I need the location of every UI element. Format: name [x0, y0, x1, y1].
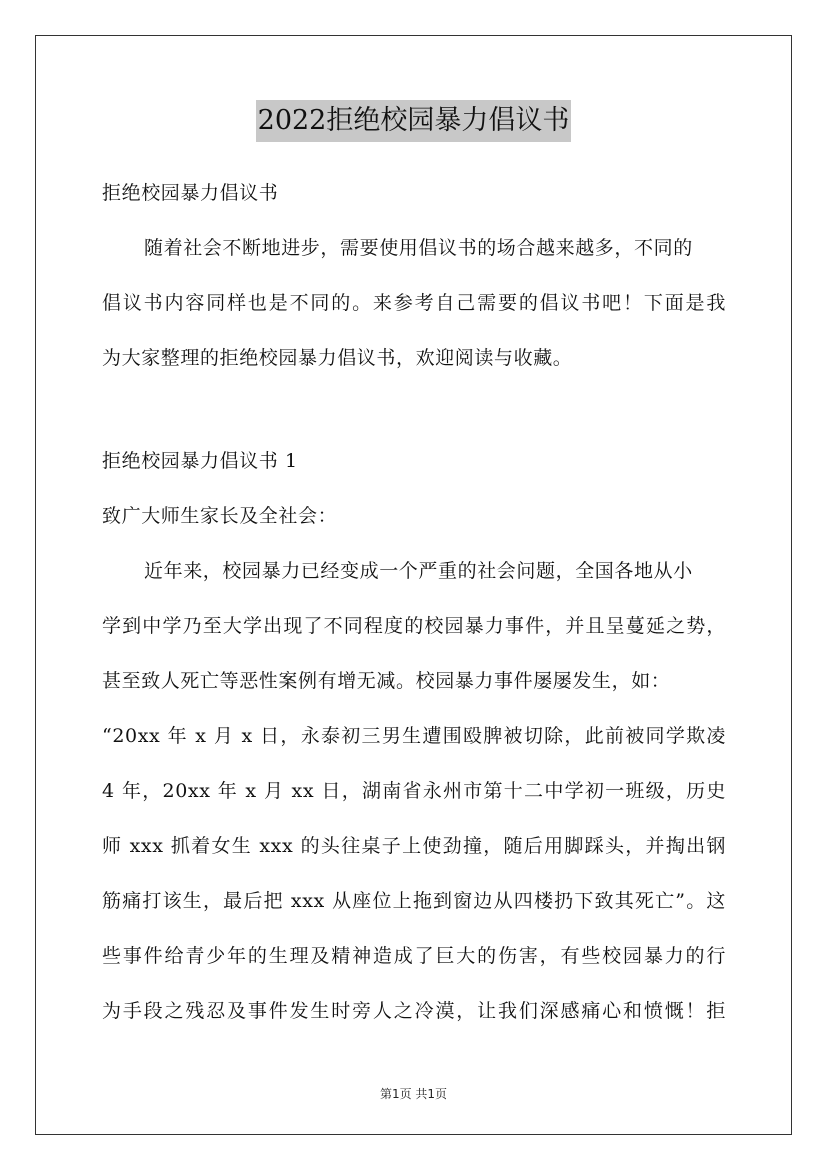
body-line: 为手段之残忍及事件发生时旁人之冷漠，让我们深感痛心和愤慨！拒	[102, 1000, 726, 1022]
section-heading: 拒绝校园暴力倡议书 1	[102, 450, 298, 472]
body-line: 学到中学乃至大学出现了不同程度的校园暴力事件，并且呈蔓延之势，	[102, 615, 726, 637]
page-number-footer: 第1页 共1页	[379, 1087, 448, 1101]
document-title: 2022拒绝校园暴力倡议书	[256, 100, 572, 142]
intro-line: 倡议书内容同样也是不同的。来参考自己需要的倡议书吧！下面是我	[102, 292, 726, 314]
title-container	[0, 100, 827, 142]
body-line: 筋痛打该生，最后把 xxx 从座位上拖到窗边从四楼扔下致其死亡”。这	[102, 890, 726, 912]
paragraph-spacer	[102, 391, 726, 439]
body-line: 近年来，校园暴力已经变成一个严重的社会问题，全国各地从小	[144, 560, 693, 582]
intro-line: 为大家整理的拒绝校园暴力倡议书，欢迎阅读与收藏。	[102, 347, 573, 369]
salutation: 致广大师生家长及全社会：	[102, 505, 338, 527]
document-subtitle: 拒绝校园暴力倡议书	[102, 182, 279, 204]
intro-line: 随着社会不断地进步，需要使用倡议书的场合越来越多，不同的	[144, 237, 693, 259]
body-line: 4 年，20xx 年 x 月 xx 日，湖南省永州市第十二中学初一班级，历史	[102, 780, 726, 802]
body-line: 些事件给青少年的生理及精神造成了巨大的伤害，有些校园暴力的行	[102, 945, 726, 967]
body-line: “20xx 年 x 月 x 日，永泰初三男生遭围殴脾被切除，此前被同学欺凌	[102, 725, 726, 747]
document-body	[102, 171, 726, 1044]
body-line: 甚至致人死亡等恶性案例有增无减。校园暴力事件屡屡发生，如：	[102, 670, 671, 692]
body-line: 师 xxx 抓着女生 xxx 的头往桌子上使劲撞，随后用脚踩头，并掏出钢	[102, 835, 726, 857]
